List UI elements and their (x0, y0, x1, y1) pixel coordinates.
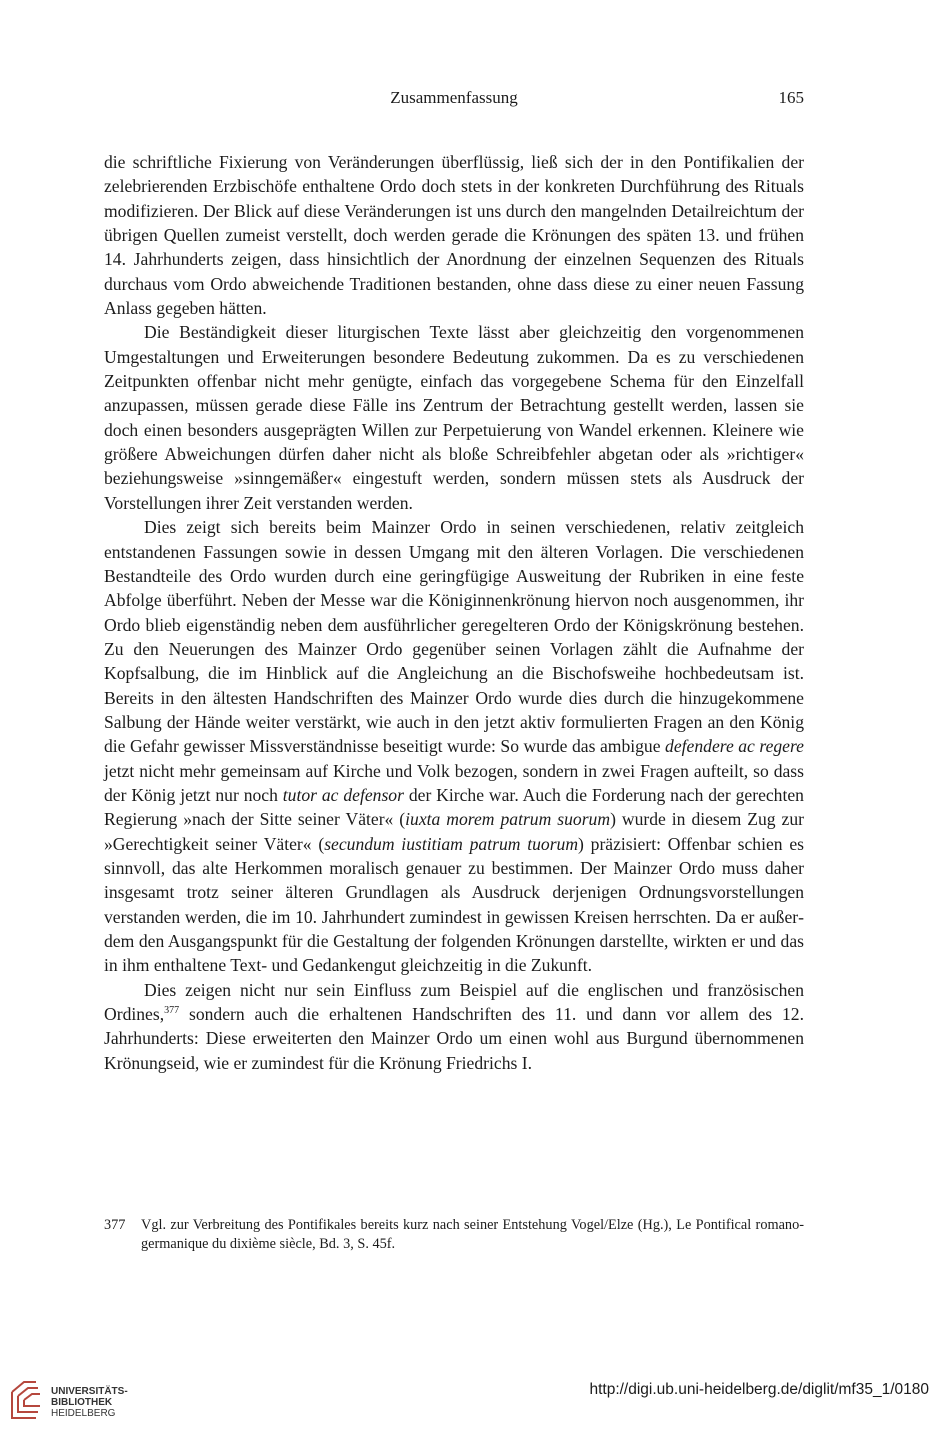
paragraph (104, 515, 804, 978)
footnote-reference[interactable]: 377 (164, 1005, 180, 1017)
text-run: ) präzisiert: Offenbar schien es sinnvoll, das alte Herkommen moralisch genauer zu bestimmen. Der Mainzer Ordo muss daher insgesamt trotz seiner älteren Grundlagen als Ausdruck derjenigen Ordnungsvorstellungen verstanden werden, die im 10. Jahrhundert zumindest in gewissen Kreisen herrschten. Da er außerdem den Ausgangspunkt für die Gestaltung der folgenden Krönungen darstellte, wirkten er und das in ihm enthaltene Text- und Gedankengut gleichzeitig in die Zukunft. (104, 833, 804, 976)
source-url[interactable]: http://digi.ub.uni-heidelberg.de/diglit/mf35_1/0180 (589, 1381, 929, 1398)
paragraph (104, 150, 804, 320)
text-run: Die Beständigkeit dieser liturgischen Texte lässt aber gleichzeitig den vorgenommenen Umgestaltungen und Erweiterungen besondere Bedeutung zukommen. Da es zu verschiedenen Zeitpunkten offenbar nicht mehr genügte, einfach das vorgegebene Schema für den Einzelfall anzupassen, müssen gerade diese Fälle ins Zentrum der Betrachtung gestellt werden, lassen sie doch einen besonders ausgeprägten Willen zur Perpetuierung von Wandel erkennen. Kleinere wie größere Abweichungen dürfen daher nicht als bloße Schreibfehler abgetan oder als »richtiger« beziehungsweise »sinngemäßer« eingestuft werden, sondern müssen stets als Ausdruck der Vorstellungen ihrer Zeit verstanden werden. (104, 322, 804, 513)
body-text (104, 150, 804, 1075)
library-logo-icon (8, 1378, 48, 1424)
text-run: Dies zeigen nicht nur sein Einfluss zum Beispiel auf die englischen und französischen Ordines, (104, 979, 804, 1025)
logo-line-3: HEIDELBERG (51, 1408, 116, 1419)
latin-quote: iuxta morem patrum suorum (405, 809, 611, 830)
text-run: ) wurde in diesem Zug zur »Gerechtigkeit seiner Väter« ( (104, 809, 804, 854)
text-run: Dies zeigt sich bereits beim Mainzer Ordo in seinen verschiedenen, relativ zeitgleich entstandenen Fassungen sowie in dessen Umgang mit den älteren Vorlagen. Die verschiedenen Bestandteile des Ordo wurden durch eine geringfügige Ausweitung der Rubriken in eine feste Abfolge überführt. Neben der Messe war die Königinnenkrönung hiervon noch ausgenommen, ihr Ordo blieb eigenständig neben dem ausführlicher geregelteren Ordo der Königskrönung bestehen. Zu den Neuerungen des Mainzer Ordo gegenüber seinen Vorlagen zählt die Aufnahme der Kopfsalbung, die im Hinblick auf die Angleichung an die Bischofsweihe hochbedeutsam ist. Bereits in den ältesten Handschriften des Mainzer Ordo wurde dies durch die hinzugekommene Salbung der Hände weiter verstärkt, wie auch in den jetzt aktiv formulierten Fragen an den König die Gefahr gewisser Missverständnisse beseitigt wurde: So wurde das ambigue (104, 517, 804, 757)
footnote-number: 377 (104, 1217, 126, 1233)
paragraph (104, 320, 804, 515)
footnote (104, 1216, 804, 1254)
text-run: sondern auch die erhaltenen Handschriften des 11. und dann vor allem des 12. Jahrhunderts: Diese erweiterten den Mainzer Ordo um einen wohl aus Burgund übernommenen Krönungseid, wie er zumindest für die Krönung Friedrichs I. (104, 1004, 804, 1073)
footnote-text: Vgl. zur Verbreitung des Pontifikales bereits kurz nach seiner Entstehung Vogel/Elze (Hg.), Le Pontifical romano-germanique du dixième siècle, Bd. 3, S. 45f. (141, 1217, 804, 1252)
logo-line-2: BIBLIOTHEK (51, 1397, 113, 1408)
text-run: jetzt nicht mehr gemeinsam auf Kirche und Volk bezogen, sondern in zwei Fragen aufteilt, so dass der König jetzt nur noch (104, 760, 804, 805)
text-run: der Kirche war. Auch die Forderung nach der gerechten Regierung »nach der Sitte seiner Väter« ( (104, 784, 804, 830)
running-header (104, 88, 804, 110)
running-title: Zusammenfassung (390, 88, 518, 107)
latin-quote: tutor ac defensor (282, 784, 404, 805)
paragraph (104, 978, 804, 1075)
text-run: die schriftliche Fixierung von Veränderungen überflüssig, ließ sich der in den Pontifikalien der zelebrierenden Erzbischöfe enthaltene Ordo doch stets in der konkreten Durchführung des Rituals modifizieren. Der Blick auf diese Veränderungen ist uns durch den mangelnden Detailreichtum der übrigen Quellen zumeist verstellt, doch werden gerade die Krönungen des späten 13. und frühen 14. Jahrhunderts zeigen, dass hinsichtlich der Anordnung der einzelnen Sequenzen des Rituals durchaus vom Ordo abweichende Traditionen bestanden, ohne dass diese zu einer neuen Fassung Anlass gegeben hätten. (104, 152, 804, 319)
library-logo (8, 1378, 148, 1428)
latin-quote: defendere ac regere (665, 736, 804, 757)
logo-line-1: UNIVERSITÄTS- (51, 1386, 128, 1397)
latin-quote: secundum iustitiam patrum tuorum (324, 833, 579, 854)
page-number: 165 (778, 88, 804, 107)
